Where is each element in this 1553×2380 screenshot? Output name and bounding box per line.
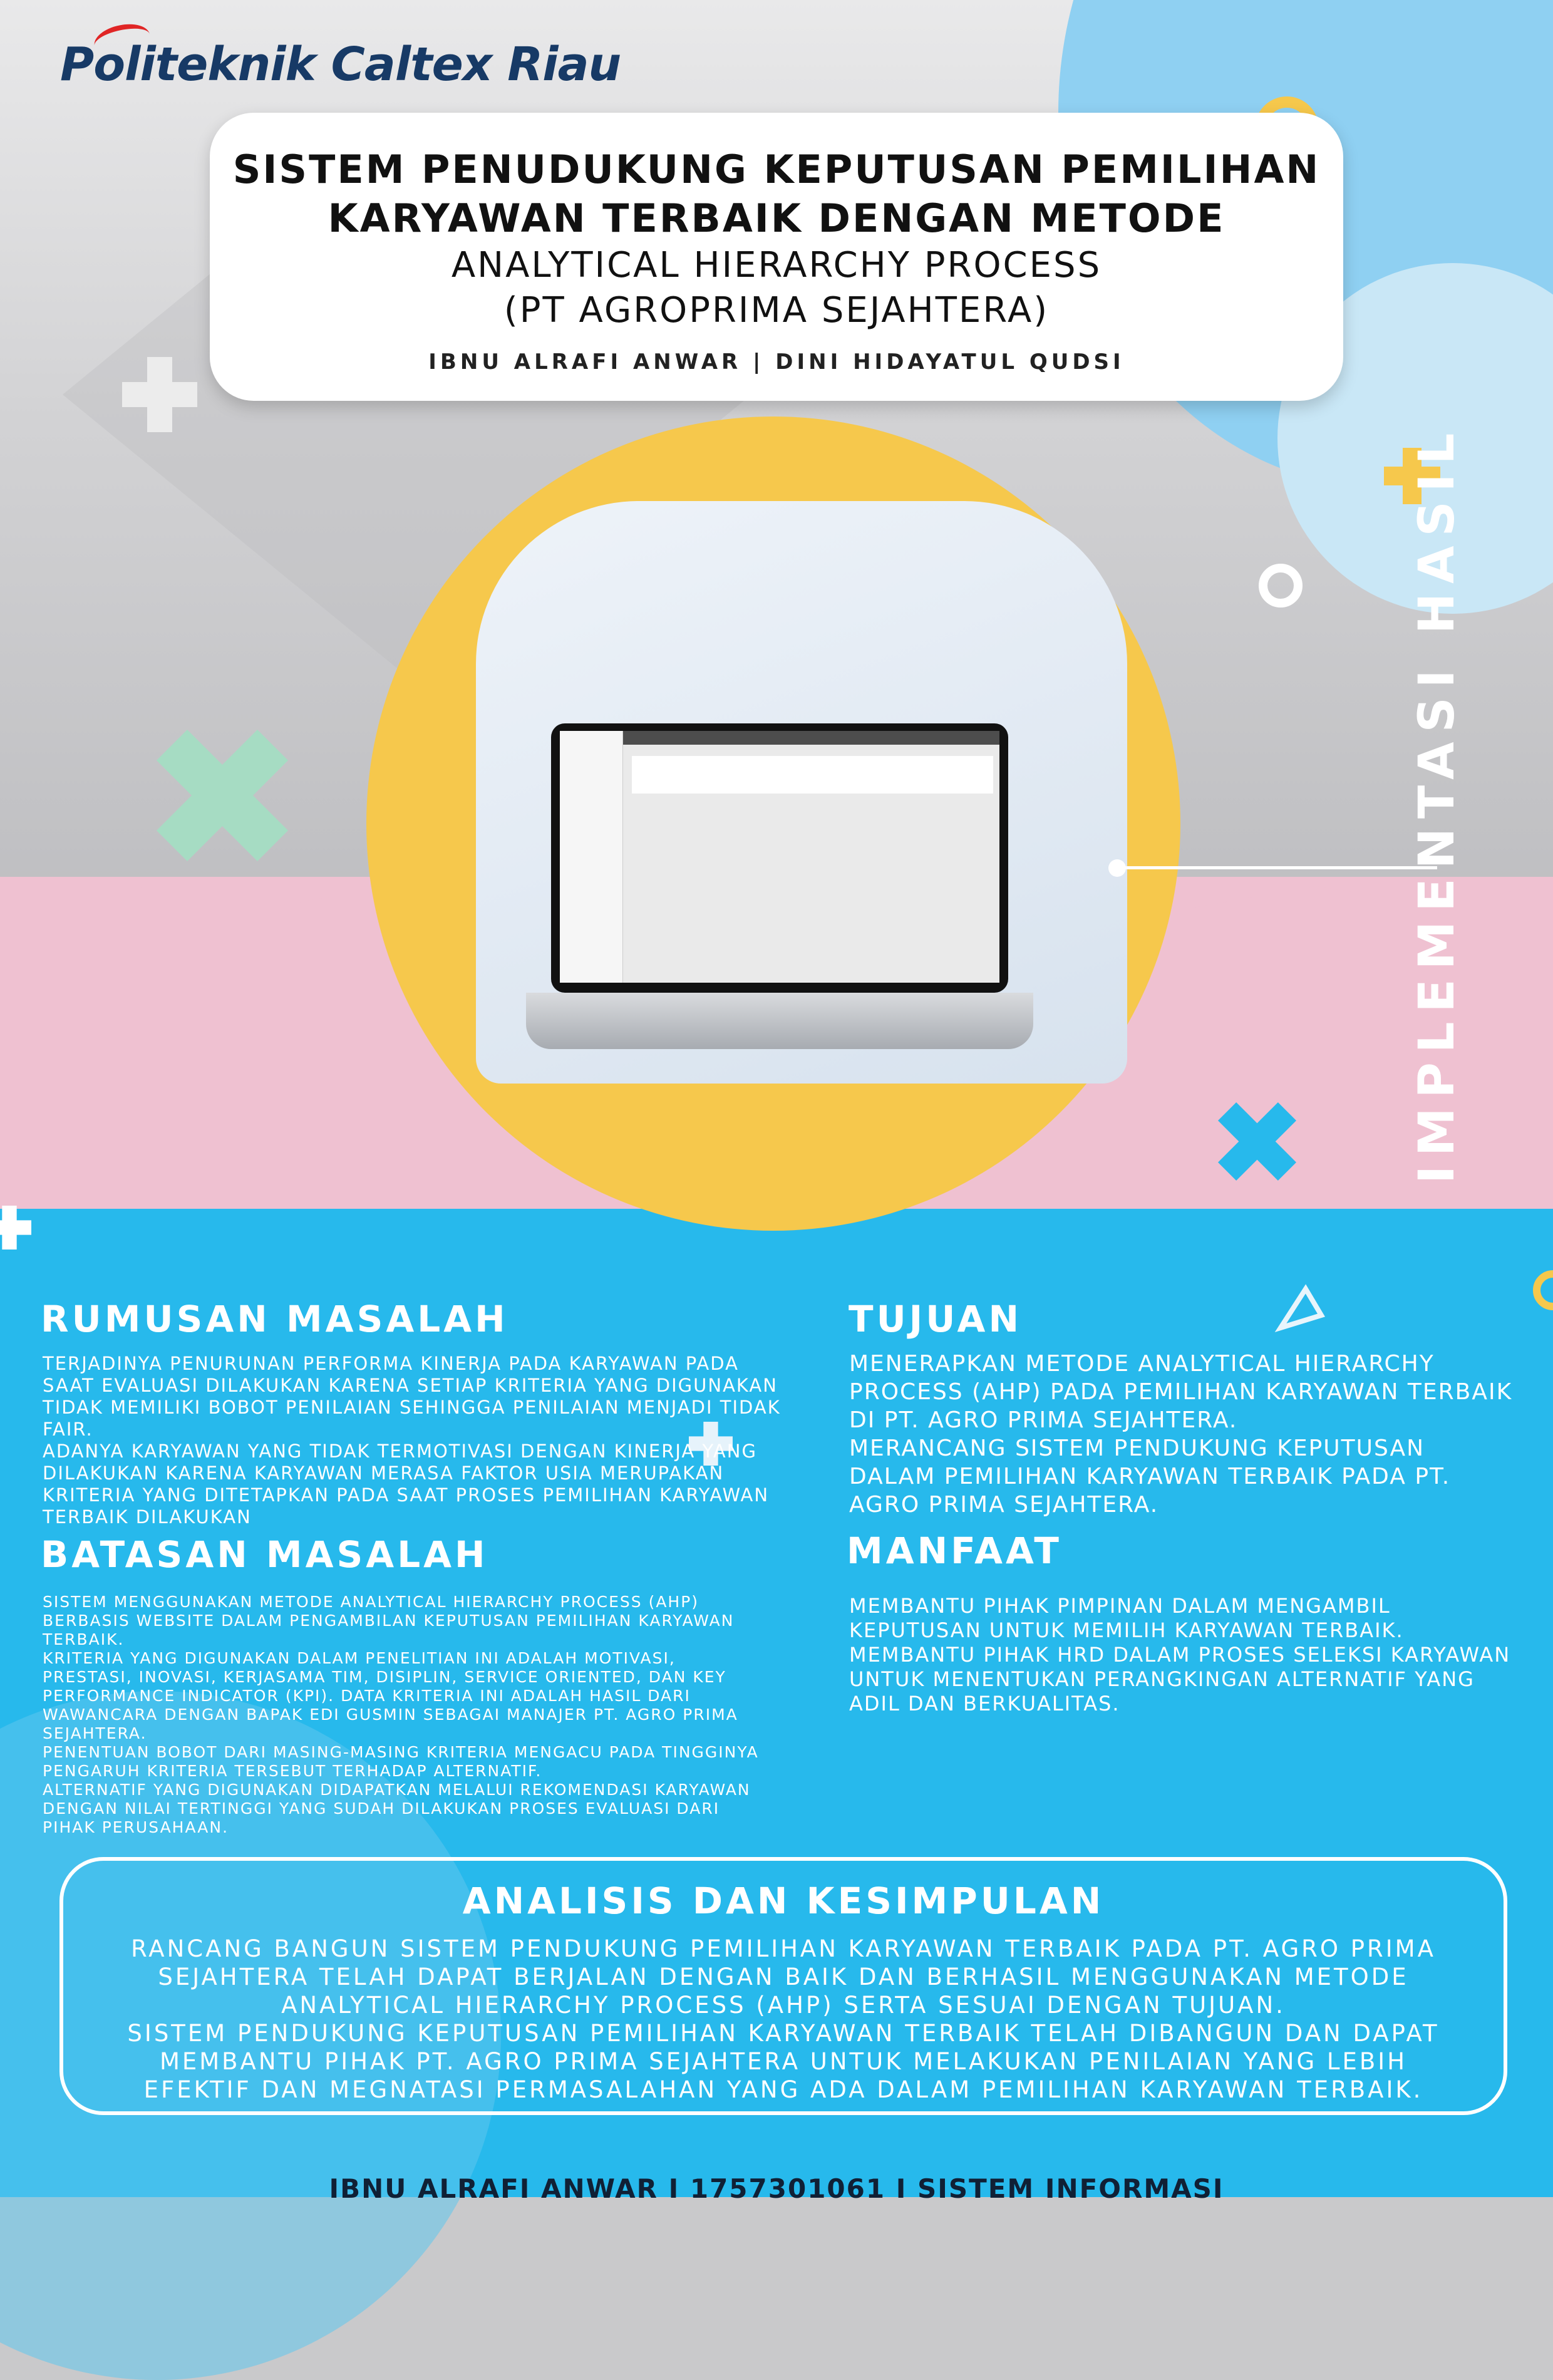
kesimpulan-card xyxy=(59,1857,1507,2115)
implementasi-hasil-label: IMPLEMENTASI HASIL xyxy=(1409,423,1465,1184)
tujuan-paragraph: MENERAPKAN METODE ANALYTICAL HIERARCHY PROCESS (AHP) PADA PEMILIHAN KARYAWAN TERBAIK DI PT. AGRO PRIMA SEJAHTERA. xyxy=(849,1351,1513,1433)
app-screenshot xyxy=(560,731,999,983)
manfaat-paragraph: MEMBANTU PIHAK HRD DALAM PROSES SELEKSI KARYAWAN UNTUK MENENTUKAN PERANGKINGAN ALTERNATIF YANG ADIL DAN BERKUALITAS. xyxy=(849,1643,1511,1715)
ring-icon xyxy=(1256,561,1306,611)
title-line-4: (PT AGROPRIMA SEJAHTERA) xyxy=(503,290,1050,331)
laptop-screen xyxy=(551,723,1008,993)
kesimpulan-paragraph: RANCANG BANGUN SISTEM PENDUKUNG PEMILIHAN KARYAWAN TERBAIK PADA PT. AGRO PRIMA SEJAHTERA TELAH DAPAT BERJALAN DENGAN BAIK DAN BERHASIL MENGGUNAKAN METODE ANALYTICAL HIERARCHY PROCESS (AHP) SERTA SESUAI DENGAN TUJUAN. xyxy=(131,1935,1436,2019)
title-line-3: ANALYTICAL HIERARCHY PROCESS xyxy=(451,245,1102,286)
authors: IBNU ALRAFI ANWAR | DINI HIDAYATUL QUDSI xyxy=(428,349,1125,375)
manfaat-body xyxy=(849,1594,1513,1716)
manfaat-heading: MANFAAT xyxy=(847,1529,1062,1572)
rumusan-paragraph: TERJADINYA PENURUNAN PERFORMA KINERJA PADA KARYAWAN PADA SAAT EVALUASI DILAKUKAN KARENA SETIAP KRITERIA YANG DIGUNAKAN TIDAK MEMILIKI BOBOT PENILAIAN SEHINGGA PENILAIAN MENJADI TIDAK FAIR. xyxy=(43,1353,781,1440)
batasan-paragraph: ALTERNATIF YANG DIGUNAKAN DIDAPATKAN MELALUI REKOMENDASI KARYAWAN DENGAN NILAI TERTINGGI YANG SUDAH DILAKUKAN PROSES EVALUASI DARI PIHAK PERUSAHAAN. xyxy=(43,1781,751,1836)
triangle-icon xyxy=(1274,1284,1328,1334)
ring-icon xyxy=(1528,1265,1553,1315)
plus-icon xyxy=(0,1203,31,1253)
title-line-1: SISTEM PENUDUKUNG KEPUTUSAN PEMILIHAN xyxy=(232,147,1321,192)
title-line-2: KARYAWAN TERBAIK DENGAN METODE xyxy=(328,195,1225,241)
rumusan-paragraph: ADANYA KARYAWAN YANG TIDAK TERMOTIVASI DENGAN KINERJA YANG DILAKUKAN KARENA KARYAWAN MERASA FAKTOR USIA MERUPAKAN KRITERIA YANG DITETAPKAN PADA SAAT PROSES PEMILIHAN KARYAWAN TERBAIK DILAKUKAN xyxy=(43,1441,770,1528)
manfaat-paragraph: MEMBANTU PIHAK PIMPINAN DALAM MENGAMBIL KEPUTUSAN UNTUK MEMILIH KARYAWAN TERBAIK. xyxy=(849,1594,1404,1642)
tujuan-paragraph: MERANCANG SISTEM PENDUKUNG KEPUTUSAN DALAM PEMILIHAN KARYAWAN TERBAIK PADA PT. AGRO PRIMA SEJAHTERA. xyxy=(849,1436,1451,1518)
batasan-paragraph: KRITERIA YANG DIGUNAKAN DALAM PENELITIAN INI ADALAH MOTIVASI, PRESTASI, INOVASI, KERJASAMA TIM, DISIPLIN, SERVICE ORIENTED, DAN KEY PERFORMANCE INDICATOR (KPI). DATA KRITERIA INI ADALAH HASIL DARI WAWANCARA DENGAN BAPAK EDI GUSMIN SEBAGAI MANAJER PT. AGRO PRIMA SEJAHTERA. xyxy=(43,1649,738,1742)
footer-credit: IBNU ALRAFI ANWAR I 1757301061 I SISTEM INFORMASI xyxy=(329,2173,1224,2204)
batasan-heading: BATASAN MASALAH xyxy=(41,1533,488,1576)
kesimpulan-body xyxy=(63,1935,1504,2104)
laptop-keyboard xyxy=(526,993,1033,1049)
batasan-paragraph: PENENTUAN BOBOT DARI MASING-MASING KRITERIA MENGACU PADA TINGGINYA PENGARUH KRITERIA TERSEBUT TERHADAP ALTERNATIF. xyxy=(43,1743,759,1780)
callout-line xyxy=(1121,866,1437,869)
x-icon xyxy=(1218,1102,1296,1181)
app-topbar xyxy=(560,731,999,745)
kesimpulan-heading: ANALISIS DAN KESIMPULAN xyxy=(462,1880,1105,1922)
tujuan-body xyxy=(849,1350,1519,1519)
plus-icon xyxy=(122,357,197,432)
x-icon xyxy=(157,730,288,861)
app-welcome-card xyxy=(632,756,993,794)
kesimpulan-paragraph: SISTEM PENDUKUNG KEPUTUSAN PEMILIHAN KARYAWAN TERBAIK TELAH DIBANGUN DAN DAPAT MEMBANTU PIHAK PT. AGRO PRIMA SEJAHTERA UNTUK MELAKUKAN PENILAIAN YANG LEBIH EFEKTIF DAN MEGNATASI PERMASALAHAN YANG ADA DALAM PEMILIHAN KARYAWAN TERBAIK. xyxy=(127,2020,1440,2103)
batasan-paragraph: SISTEM MENGGUNAKAN METODE ANALYTICAL HIERARCHY PROCESS (AHP) BERBASIS WEBSITE DALAM PENGAMBILAN KEPUTUSAN PEMILIHAN KARYAWAN TERBAIK. xyxy=(43,1593,735,1648)
rumusan-heading: RUMUSAN MASALAH xyxy=(41,1298,508,1340)
tujuan-heading: TUJUAN xyxy=(849,1298,1022,1340)
app-sidebar xyxy=(560,731,623,983)
title-card xyxy=(210,113,1343,401)
institution-logo: Politeknik Caltex Riau xyxy=(60,38,621,91)
batasan-body xyxy=(43,1593,769,1837)
rumusan-body xyxy=(43,1353,794,1528)
